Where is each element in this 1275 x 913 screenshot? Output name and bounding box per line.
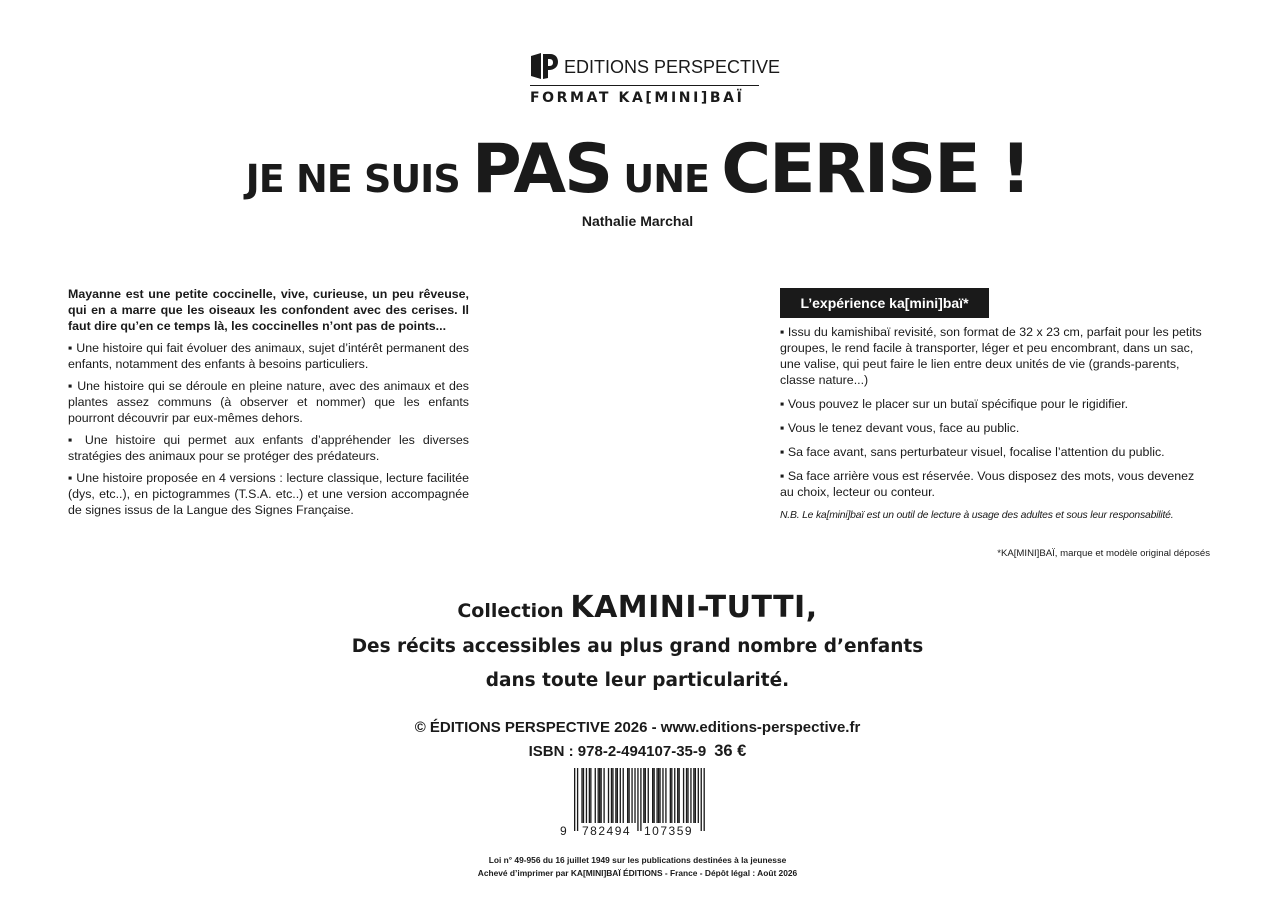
barcode (560, 768, 712, 840)
isbn: ISBN : 978-2-494107-35-9 (528, 743, 707, 760)
logo-divider (530, 85, 759, 86)
experience-item: ▪ Issu du kamishibaï revisité, son format de 32 x 23 cm, parfait pour les petits groupes, le rend facile à transporter, léger et peu encombrant, dans un sac, une valise, qui peut faire le lien entre deux unités de vie (grands-parents, classe nature...) (780, 325, 1202, 387)
description-item: ▪ Une histoire qui se déroule en pleine nature, avec des animaux et des plantes assez communs (à observer et nommer) que les enfants pourront découvrir par eux-mêmes dehors. (68, 379, 469, 425)
barcode-bars-icon (574, 768, 705, 831)
title-part-1: JE NE SUIS (245, 157, 472, 201)
description-intro: Mayanne est une petite coccinelle, vive, curieuse, un peu rêveuse, qui en a marre que les oiseaux les confondent avec des cerises. Il faut dire qu’en ce temps là, les coccinelles n’ont pas de points... (68, 287, 469, 333)
copyright-line: © ÉDITIONS PERSPECTIVE 2026 - www.editions-perspective.fr (414, 719, 861, 736)
description-item: ▪ Une histoire proposée en 4 versions : lecture classique, lecture facilitée (dys, etc..), en pictogrammes (T.S.A. etc..) et une version accompagnée de signes issus de la Langue des Signes Française. (68, 471, 469, 517)
barcode-group-left: 782494 (582, 824, 632, 838)
title-part-2: PAS (471, 130, 612, 209)
legal-line-2: Achevé d’imprimer par KA[MINI]BAÏ ÉDITIONS - France - Dépôt légal : Août 2026 (477, 868, 798, 878)
description-item: ▪ Une histoire qui fait évoluer des animaux, sujet d’intérêt permanent des enfants, notamment des enfants à besoins particuliers. (68, 341, 469, 371)
isbn-line (0, 742, 1275, 761)
experience-item: ▪ Sa face avant, sans perturbateur visuel, focalise l’attention du public. (780, 445, 1165, 459)
collection-tagline-2: dans toute leur particularité. (485, 670, 790, 691)
legal-line-1: Loi n° 49-956 du 16 juillet 1949 sur les publications destinées à la jeunesse (488, 855, 787, 865)
nb-note: N.B. Le ka[mini]baï est un outil de lecture à usage des adultes et sous leur responsabilité. (780, 510, 1174, 521)
book-description (68, 286, 469, 524)
publisher-logo (530, 52, 781, 112)
book-p-logo-icon (530, 52, 558, 80)
experience-header: L’expérience ka[mini]baï* (780, 288, 989, 318)
title-part-4: CERISE ! (721, 130, 1030, 209)
experience-item: ▪ Sa face arrière vous est réservée. Vous disposez des mots, vous devenez au choix, lecteur ou conteur. (780, 469, 1195, 499)
barcode-group-right: 107359 (644, 824, 694, 838)
title-part-3: UNE (611, 157, 722, 201)
price: 36 € (714, 742, 747, 760)
experience-item: ▪ Vous le tenez devant vous, face au public. (780, 421, 1020, 435)
barcode-digit: 9 (560, 824, 567, 838)
author-name: Nathalie Marchal (581, 213, 694, 229)
experience-list (780, 324, 1210, 532)
format-label: FORMAT KA[MINI]BAÏ (530, 90, 745, 106)
collection-prefix: Collection (457, 600, 571, 622)
collection-title (0, 590, 1275, 625)
trademark-note: *KA[MINI]BAÏ, marque et modèle original déposés (997, 548, 1210, 559)
experience-item: ▪ Vous pouvez le placer sur un butaï spécifique pour le rigidifier. (780, 397, 1129, 411)
collection-name: KAMINI-TUTTI, (570, 590, 818, 625)
collection-tagline-1: Des récits accessibles au plus grand nombre d’enfants (351, 636, 924, 657)
publisher-name: EDITIONS PERSPECTIVE (564, 57, 781, 77)
description-item: ▪ Une histoire qui permet aux enfants d’appréhender les diverses stratégies des animaux pour se protéger des prédateurs. (68, 433, 469, 463)
